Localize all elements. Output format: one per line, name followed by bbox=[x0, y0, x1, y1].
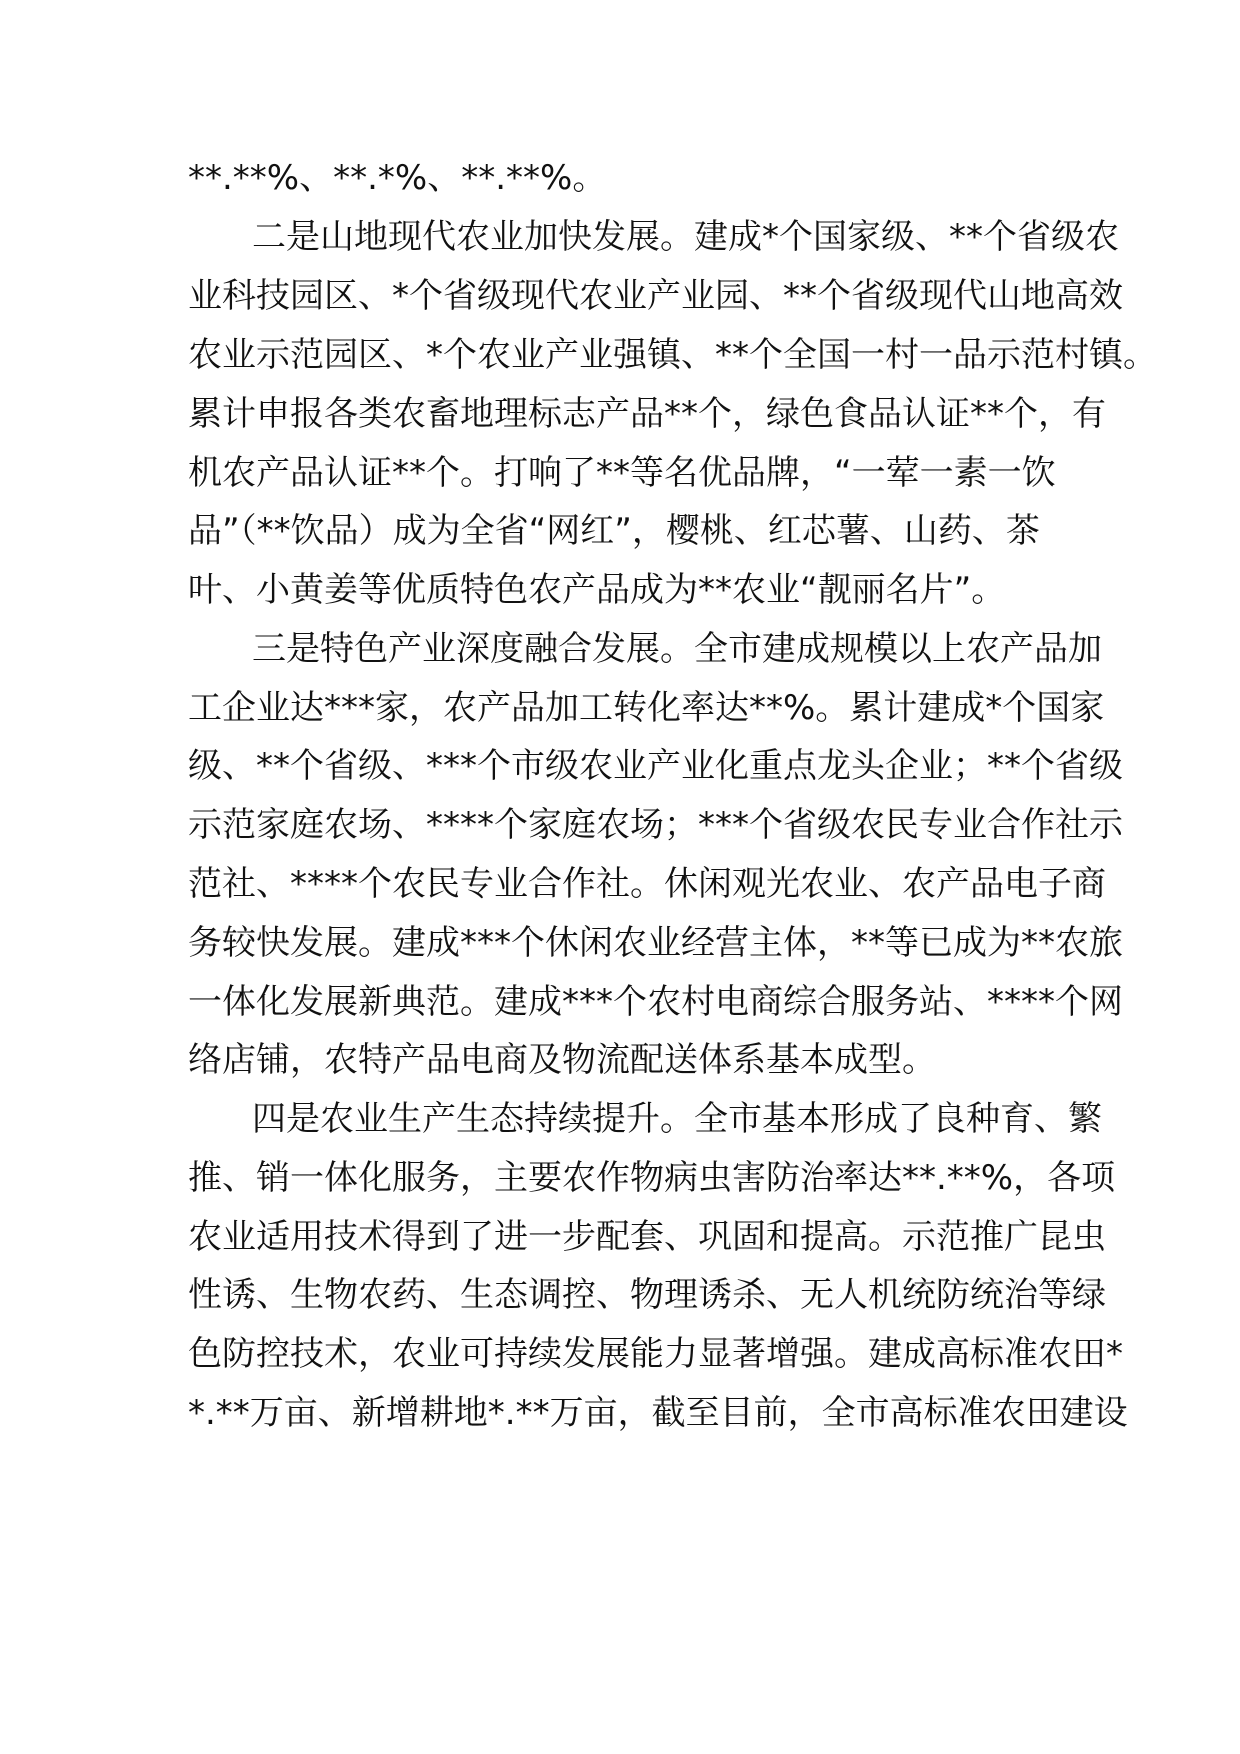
text-line: 络店铺，农特产品电商及物流配送体系基本成型。 bbox=[188, 1040, 936, 1080]
text-line: 性诱、生物农药、生态调控、物理诱杀、无人机统防统治等绿 bbox=[188, 1275, 1106, 1315]
text-line: 工企业达***家，农产品加工转化率达**%。累计建成*个国家 bbox=[188, 688, 1105, 728]
text-line: 品”（**饮品）成为全省“网红”，樱桃、红芯薯、山药、茶 bbox=[188, 511, 1040, 551]
text-line: 叶、小黄姜等优质特色农产品成为**农业“靓丽名片”。 bbox=[188, 570, 1006, 610]
text-line: *.**万亩、新增耕地*.**万亩，截至目前，全市高标准农田建设 bbox=[188, 1393, 1128, 1433]
text-line: 二是山地现代农业加快发展。建成*个国家级、**个省级农 bbox=[252, 217, 1119, 257]
text-line: 示范家庭农场、****个家庭农场；***个省级农民专业合作社示 bbox=[188, 805, 1123, 845]
text-line: 农业示范园区、*个农业产业强镇、**个全国一村一品示范村镇。 bbox=[188, 335, 1157, 375]
text-line: 一体化发展新典范。建成***个农村电商综合服务站、****个网 bbox=[188, 982, 1123, 1022]
text-line: 累计申报各类农畜地理标志产品**个，绿色食品认证**个，有 bbox=[188, 394, 1106, 434]
text-line: **.**%、**.*%、**.**%。 bbox=[188, 158, 607, 198]
text-line: 四是农业生产生态持续提升。全市基本形成了良种育、繁 bbox=[252, 1099, 1102, 1139]
text-line: 机农产品认证**个。打响了**等名优品牌，“一荤一素一饮 bbox=[188, 453, 1056, 493]
text-line: 色防控技术，农业可持续发展能力显著增强。建成高标准农田* bbox=[188, 1334, 1123, 1374]
text-line: 农业适用技术得到了进一步配套、巩固和提高。示范推广昆虫 bbox=[188, 1217, 1106, 1257]
text-line: 范社、****个农民专业合作社。休闲观光农业、农产品电子商 bbox=[188, 864, 1106, 904]
text-line: 业科技园区、*个省级现代农业产业园、**个省级现代山地高效 bbox=[188, 276, 1123, 316]
text-line: 级、**个省级、***个市级农业产业化重点龙头企业；**个省级 bbox=[188, 746, 1123, 786]
text-line: 三是特色产业深度融合发展。全市建成规模以上农产品加 bbox=[252, 629, 1102, 669]
text-line: 推、销一体化服务，主要农作物病虫害防治率达**.**%，各项 bbox=[188, 1158, 1116, 1198]
text-line: 务较快发展。建成***个休闲农业经营主体，**等已成为**农旅 bbox=[188, 923, 1123, 963]
